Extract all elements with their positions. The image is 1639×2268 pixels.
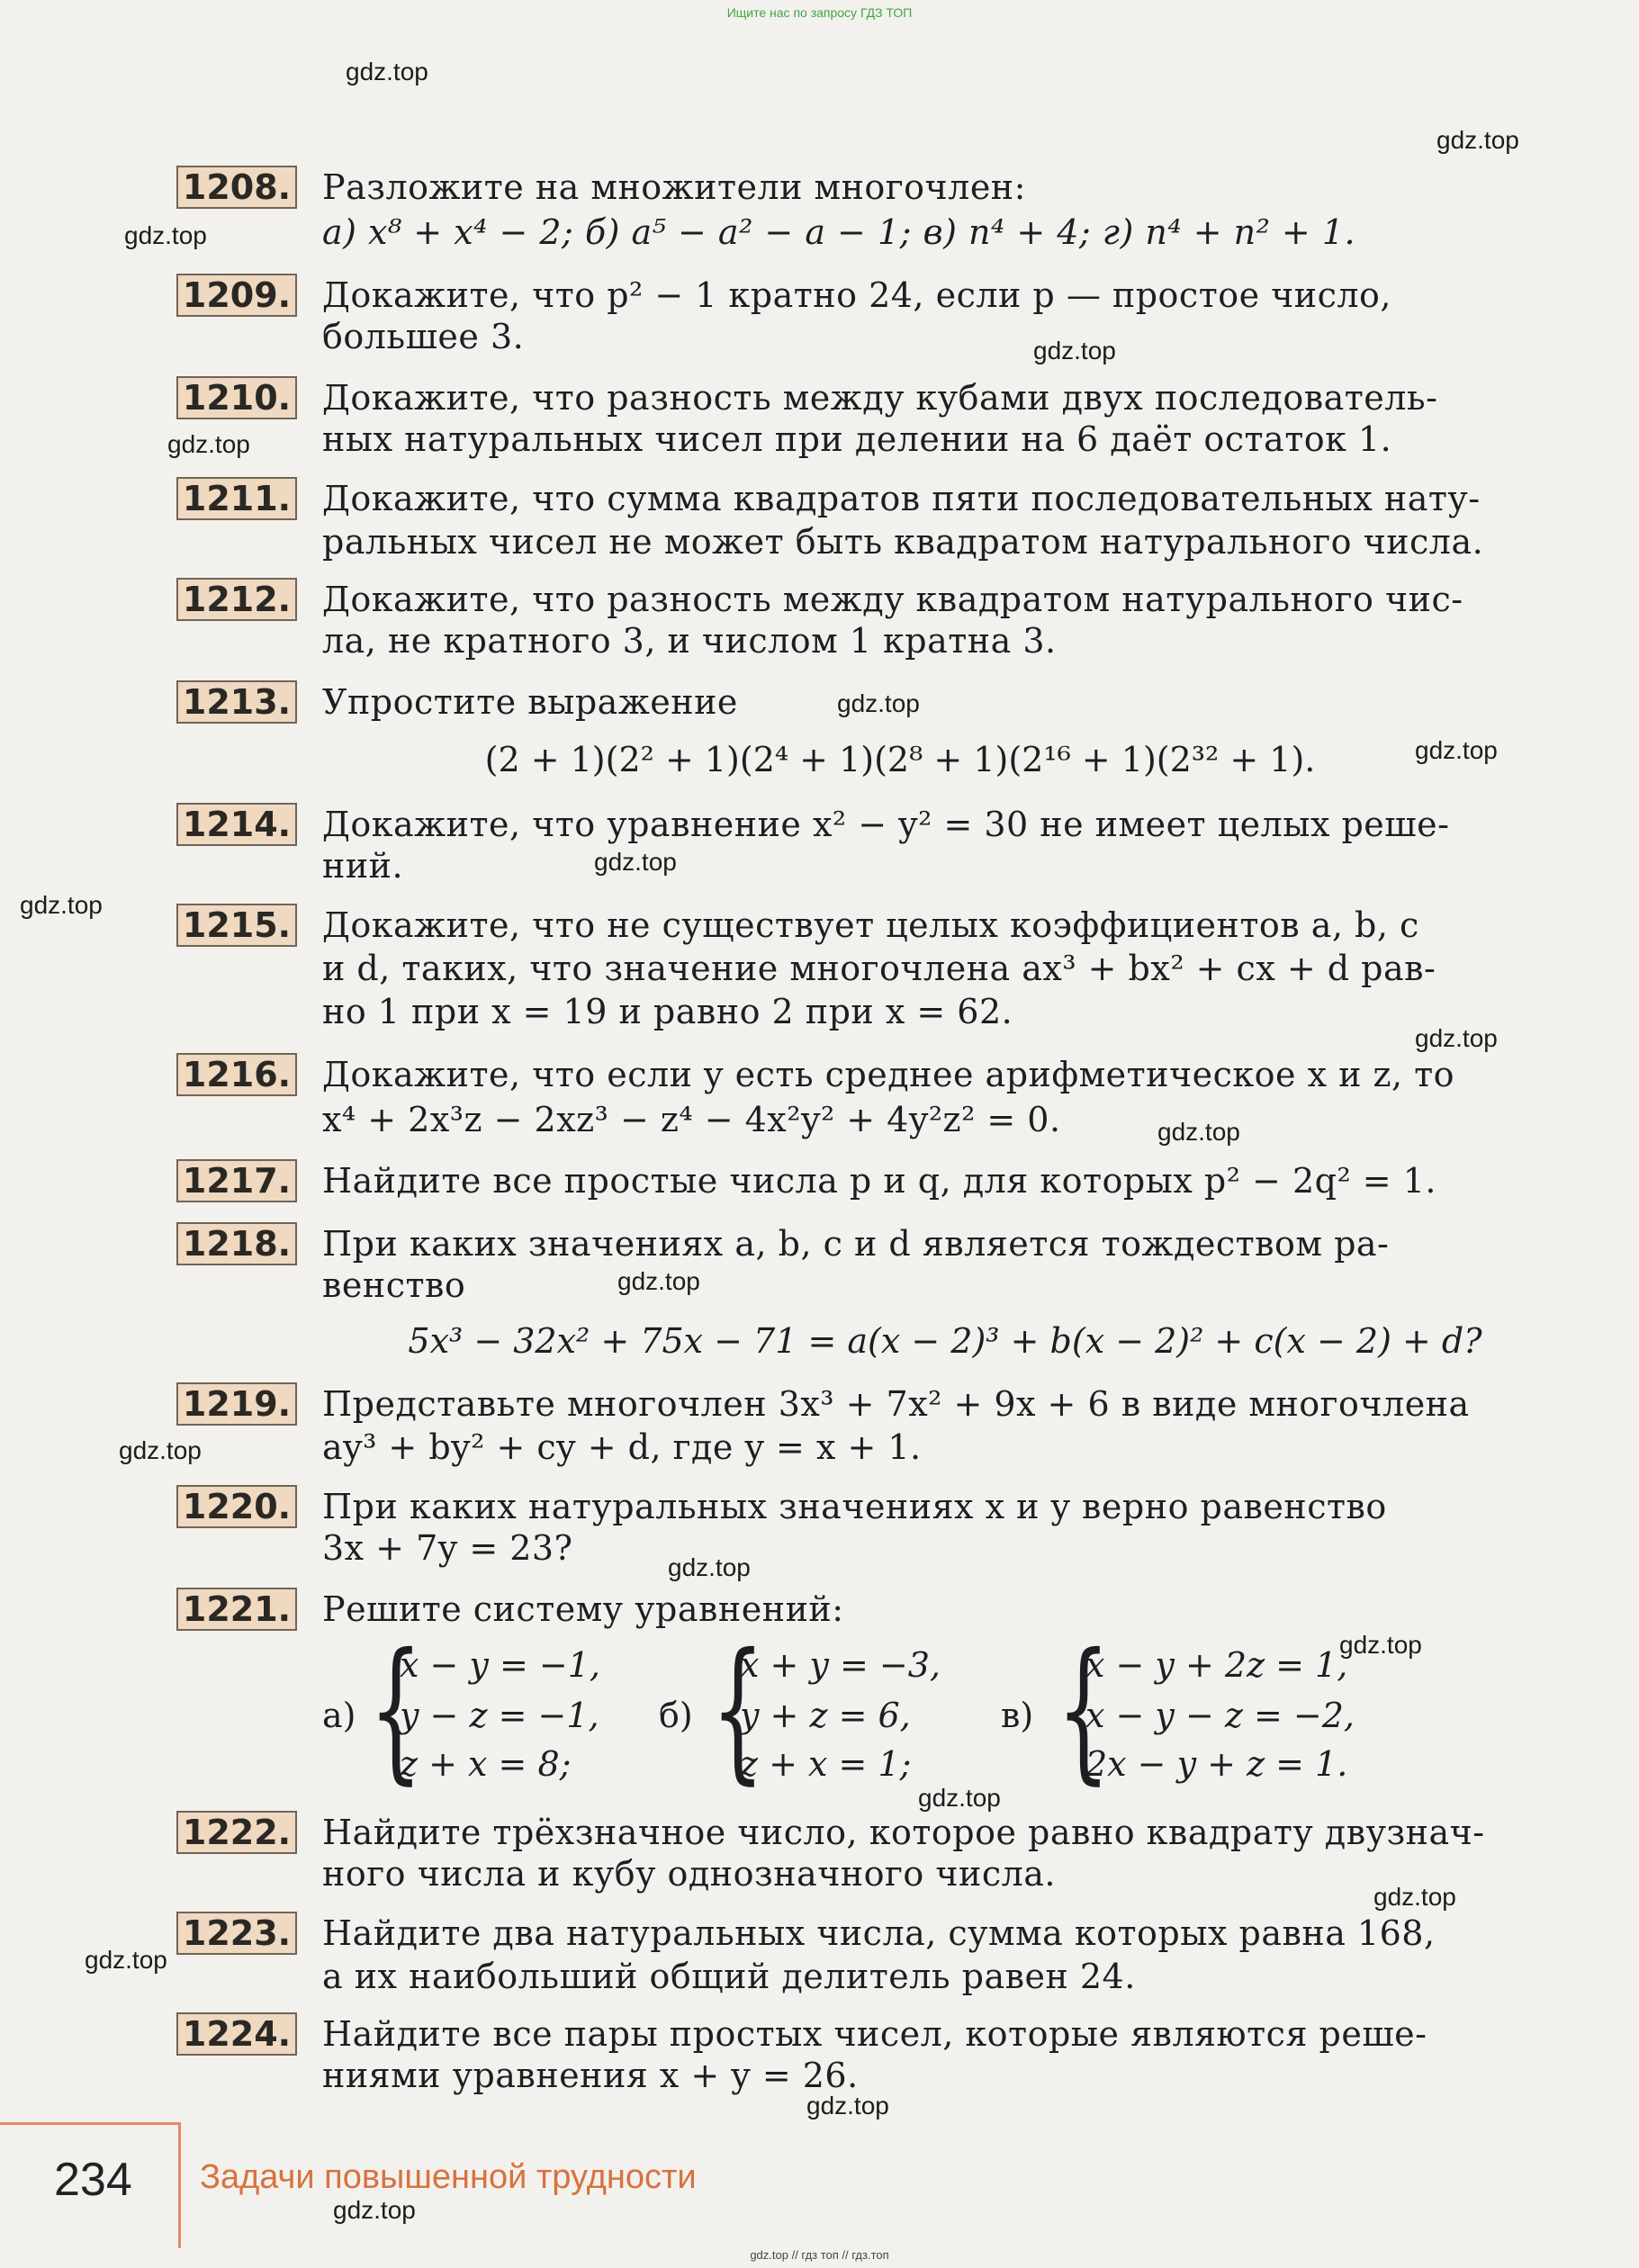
problem-number: 1220. xyxy=(176,1485,297,1528)
system-b-row: x + y = −3, xyxy=(740,1645,941,1685)
problem-text: При каких натуральных значениях x и y верно равенство xyxy=(322,1487,1387,1526)
page-number: 234 xyxy=(54,2154,132,2206)
system-brace: { xyxy=(369,1621,423,1799)
problem-text: Докажите, что сумма квадратов пяти последовательных нату- xyxy=(322,479,1481,518)
system-label-c: в) xyxy=(1001,1696,1034,1735)
watermark: gdz.top xyxy=(668,1553,751,1581)
watermark: gdz.top xyxy=(85,1946,167,1974)
watermark: gdz.top xyxy=(333,2196,416,2224)
system-brace: { xyxy=(1057,1621,1111,1799)
problem-text: и d, таких, что значение многочлена ax³ + bx² + cx + d рав- xyxy=(322,949,1436,988)
problem-text: Найдите трёхзначное число, которое равно квадрату двузнач- xyxy=(322,1813,1485,1852)
problem-text: Упростите выражение xyxy=(322,682,738,722)
watermark: gdz.top xyxy=(119,1436,202,1464)
problem-number: 1219. xyxy=(176,1382,297,1426)
problem-text: Докажите, что разность между квадратом натурального чис- xyxy=(322,580,1463,619)
watermark: gdz.top xyxy=(1415,1024,1498,1052)
watermark: gdz.top xyxy=(1157,1118,1240,1146)
problem-text: При каких значениях a, b, c и d является тождеством ра- xyxy=(322,1224,1390,1264)
problem-number: 1214. xyxy=(176,803,297,846)
problem-text: ных натуральных чисел при делении на 6 даёт остаток 1. xyxy=(322,419,1392,459)
problem-text: Представьте многочлен 3x³ + 7x² + 9x + 6 в виде многочлена xyxy=(322,1384,1470,1424)
system-label-b: б) xyxy=(659,1696,693,1735)
problem-1213-expression: (2 + 1)(2² + 1)(2⁴ + 1)(2⁸ + 1)(2¹⁶ + 1)(2³² + 1). xyxy=(484,740,1316,779)
watermark: gdz.top xyxy=(594,848,677,876)
problem-text: ay³ + by² + cy + d, где y = x + 1. xyxy=(322,1427,922,1467)
system-a-row: z + x = 8; xyxy=(400,1744,572,1784)
section-title: Задачи повышенной трудности xyxy=(200,2158,697,2196)
system-a-row: y − z = −1, xyxy=(400,1696,599,1735)
system-brace: { xyxy=(711,1621,765,1799)
problem-text: x⁴ + 2x³z − 2xz³ − z⁴ − 4x²y² + 4y²z² = 0. xyxy=(322,1100,1061,1139)
problem-text: ниями уравнения x + y = 26. xyxy=(322,2056,859,2095)
problem-text: но 1 при x = 19 и равно 2 при x = 62. xyxy=(322,992,1013,1031)
problem-number: 1222. xyxy=(176,1811,297,1854)
problem-text: ральных чисел не может быть квадратом натурального числа. xyxy=(322,522,1484,562)
system-b-row: y + z = 6, xyxy=(740,1696,911,1735)
problem-number: 1215. xyxy=(176,904,297,947)
problem-1218-identity: 5x³ − 32x² + 75x − 71 = a(x − 2)³ + b(x − 2)² + c(x − 2) + d? xyxy=(408,1321,1482,1361)
watermark: gdz.top xyxy=(918,1784,1001,1812)
problem-number: 1223. xyxy=(176,1912,297,1955)
problem-text: Докажите, что разность между кубами двух последователь- xyxy=(322,378,1438,418)
problem-text: Найдите все простые числа p и q, для которых p² − 2q² = 1. xyxy=(322,1161,1436,1201)
watermark: gdz.top xyxy=(1436,126,1519,154)
watermark: gdz.top xyxy=(167,430,250,458)
problem-number: 1208. xyxy=(176,166,297,209)
watermark: gdz.top xyxy=(124,221,207,249)
system-a-row: x − y = −1, xyxy=(400,1645,600,1685)
problem-text: ний. xyxy=(322,846,404,886)
system-c-row: 2x − y + z = 1. xyxy=(1085,1744,1348,1784)
watermark: gdz.top xyxy=(1339,1631,1422,1659)
watermark: gdz.top xyxy=(1033,337,1116,364)
problem-text: Докажите, что не существует целых коэффициентов a, b, c xyxy=(322,905,1419,945)
problem-number: 1211. xyxy=(176,477,297,520)
watermark: gdz.top xyxy=(1373,1883,1456,1911)
problem-number: 1212. xyxy=(176,578,297,621)
watermark: gdz.top xyxy=(1415,736,1498,764)
watermark: gdz.top xyxy=(806,2092,889,2120)
problem-text: Докажите, что уравнение x² − y² = 30 не имеет целых реше- xyxy=(322,805,1450,844)
footer-note: gdz.top // гдз топ // гдз.топ xyxy=(750,2248,889,2262)
problem-number: 1210. xyxy=(176,376,297,419)
system-b-row: z + x = 1; xyxy=(740,1744,912,1784)
problem-text: ла, не кратного 3, и числом 1 кратна 3. xyxy=(322,621,1057,661)
system-label-a: а) xyxy=(322,1696,356,1735)
problem-text: ного числа и кубу однозначного числа. xyxy=(322,1854,1056,1894)
watermark: gdz.top xyxy=(617,1267,700,1295)
footer-rule xyxy=(0,2122,180,2125)
watermark: gdz.top xyxy=(837,689,920,717)
problem-text: Докажите, что p² − 1 кратно 24, если p — простое число, xyxy=(322,275,1392,315)
problem-text: большее 3. xyxy=(322,317,525,356)
footer-rule xyxy=(178,2122,181,2248)
problem-text: Решите систему уравнений: xyxy=(322,1589,844,1629)
system-c-row: x − y − z = −2, xyxy=(1085,1696,1355,1735)
problem-number: 1213. xyxy=(176,680,297,724)
problem-text: 3x + 7y = 23? xyxy=(322,1528,573,1568)
problem-text: Найдите два натуральных числа, сумма которых равна 168, xyxy=(322,1913,1436,1953)
problem-text: Докажите, что если y есть среднее арифметическое x и z, то xyxy=(322,1055,1455,1094)
watermark: gdz.top xyxy=(20,891,103,919)
problem-number: 1209. xyxy=(176,274,297,317)
watermark: gdz.top xyxy=(346,58,428,86)
problem-number: 1216. xyxy=(176,1053,297,1096)
problem-text: венство xyxy=(322,1265,466,1305)
problem-number: 1218. xyxy=(176,1222,297,1265)
problem-number: 1217. xyxy=(176,1159,297,1202)
system-c-row: x − y + 2z = 1, xyxy=(1085,1645,1348,1685)
problem-number: 1221. xyxy=(176,1588,297,1631)
problem-1208-parts: а) x⁸ + x⁴ − 2; б) a⁵ − a² − a − 1; в) n⁴ + 4; г) n⁴ + n² + 1. xyxy=(322,212,1356,252)
problem-text: а их наибольший общий делитель равен 24. xyxy=(322,1957,1136,1996)
header-note: Ищите нас по запросу ГДЗ ТОП xyxy=(726,5,913,20)
problem-number: 1224. xyxy=(176,2012,297,2056)
problem-text: Разложите на множители многочлен: xyxy=(322,167,1026,207)
problem-text: Найдите все пары простых чисел, которые являются реше- xyxy=(322,2014,1427,2054)
